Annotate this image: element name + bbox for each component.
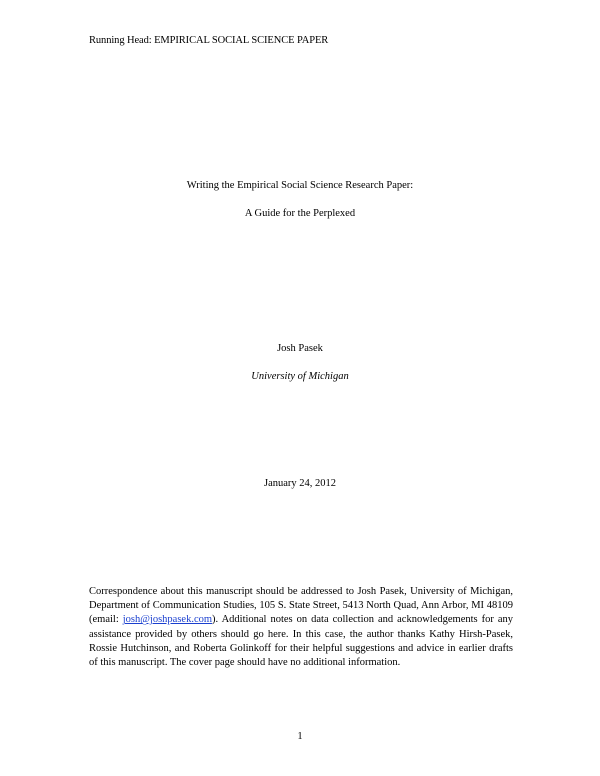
- email-link[interactable]: josh@joshpasek.com: [122, 614, 213, 626]
- running-head: Running Head: EMPIRICAL SOCIAL SCIENCE PAPER: [89, 35, 329, 46]
- page-number: 1: [297, 731, 303, 742]
- correspondence-text-after-email: ). Additional notes on data collection and acknowledgements for any assistance provided by others should go here. In this case, the author thanks Kathy Hirsh-Pasek, Rossie Hutchinson, and Roberta Golinkoff for their helpful suggestions and advice in earlier drafts of this manuscript. The cover page should have no additional information.: [89, 614, 513, 669]
- paper-date: January 24, 2012: [263, 478, 337, 489]
- paper-title-line-2: A Guide for the Perplexed: [244, 208, 356, 219]
- correspondence-note: [89, 585, 513, 670]
- correspondence-text-before-email: Correspondence about this manuscript should be addressed to Josh Pasek, University of Michigan, Department of Communication Studies, 105 S. State Street, 5413 North Quad, Ann Arbor, MI 48109 (email:: [89, 586, 513, 626]
- paper-title-line-1: Writing the Empirical Social Science Research Paper:: [186, 180, 414, 191]
- author-name: Josh Pasek: [277, 343, 323, 354]
- author-affiliation: University of Michigan: [251, 371, 349, 382]
